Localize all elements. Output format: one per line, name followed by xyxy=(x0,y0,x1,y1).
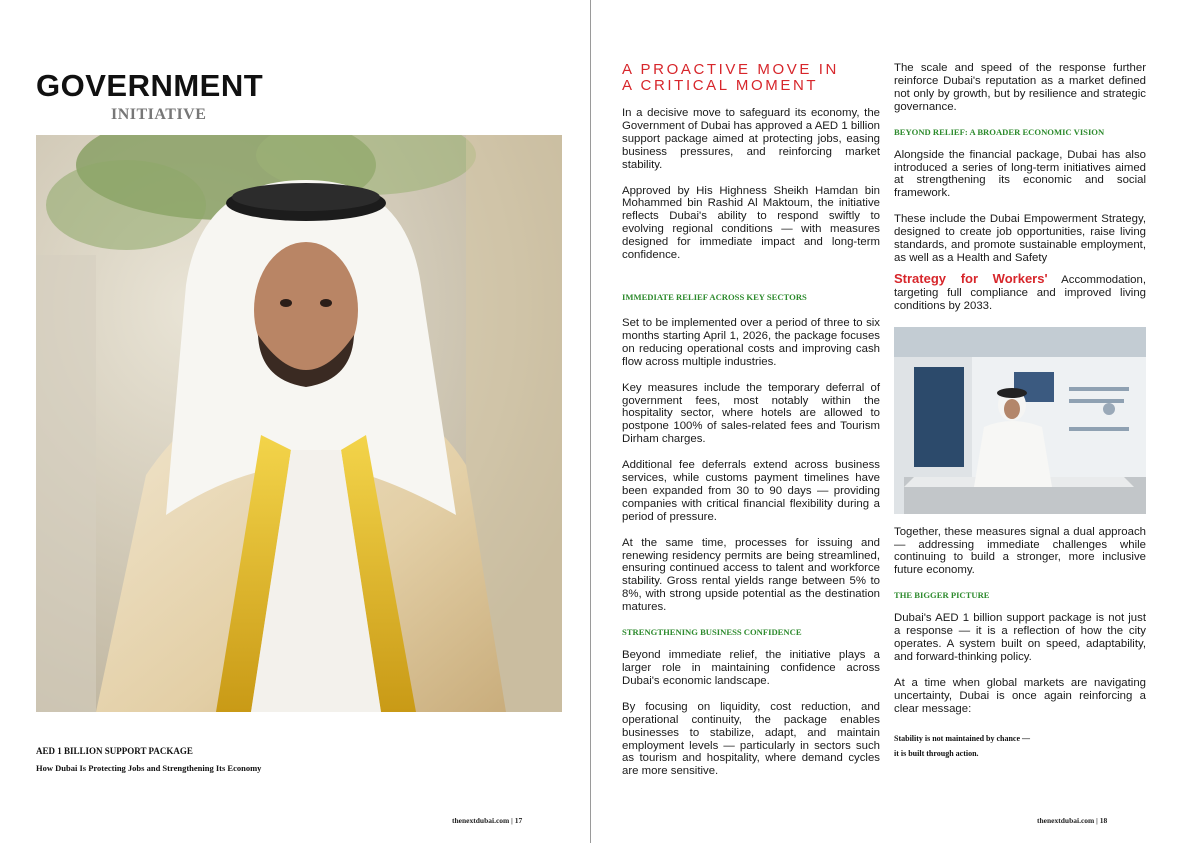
pull-quote-line-2: it is built through action. xyxy=(894,748,979,758)
headline-line-1: A PROACTIVE MOVE IN xyxy=(622,61,839,78)
highlight-text: Strategy for Workers' xyxy=(894,270,1048,286)
section-heading: THE BIGGER PICTURE xyxy=(894,590,990,601)
paragraph: Key measures include the temporary deferral of government fees, most notably within the hospitality sector, where hotels are allowed to postpone 100% of sales-related fees and Tourism Dirham charges. xyxy=(622,381,880,446)
paragraph: By focusing on liquidity, cost reduction, and operational continuity, the package enables businesses to stabilize, adapt, and maintain employment levels — particularly in sectors such as tourism and hospitality, where demand cycles are more sensitive. xyxy=(622,700,880,778)
paragraph: In a decisive move to safeguard its economy, the Government of Dubai has approved a AED 1 billion support package aimed at protecting jobs, easing business pressures, and reinforcing market stability. xyxy=(622,107,880,171)
page-folio-right: thenextdubai.com | 18 xyxy=(1037,816,1108,825)
paragraph: Dubai's AED 1 billion support package is not just a response — it is a reflection of how the city operates. A system built on speed, adaptability, and forward-thinking policy. xyxy=(894,612,1146,663)
paragraph-highlight xyxy=(894,270,1146,313)
portrait-illustration xyxy=(36,135,562,712)
paragraph: At the same time, processes for issuing and renewing residency permits are being streamlined, ensuring continued access to talent and workforce stability. Gross rental yields range between 5% to 8%, with strong upside potential as the destination matures. xyxy=(622,536,880,614)
paragraph: Together, these measures signal a dual approach — addressing immediate challenges while continuing to build a stronger, more inclusive future economy. xyxy=(894,525,1146,577)
section-heading: STRENGTHENING BUSINESS CONFIDENCE xyxy=(622,627,802,638)
page-gutter-divider xyxy=(590,0,591,843)
paragraph: Additional fee deferrals extend across business services, while customs payment timelines have been expanded from 30 to 90 days — providing companies with critical financial flexibility during a period of pressure. xyxy=(622,459,880,523)
section-heading: BEYOND RELIEF: A BROADER ECONOMIC VISION xyxy=(894,126,1105,137)
paragraph-rest: Accommodation, targeting full compliance and improved living conditions by 2033. xyxy=(894,273,1146,312)
exhibition-photo xyxy=(894,327,1146,514)
article-column-2 xyxy=(894,60,1146,764)
headline-line-2: A CRITICAL MOMENT xyxy=(622,77,819,94)
paragraph: Approved by His Highness Sheikh Hamdan bin Mohammed bin Rashid Al Maktoum, the initiative reflects Dubai's ability to respond swiftly to evolving regional conditions — with measures designed for immediate impact and long-term confidence. xyxy=(622,184,880,262)
page-subtitle: INITIATIVE xyxy=(111,106,207,123)
paragraph: Beyond immediate relief, the initiative plays a larger role in maintaining confidence across Dubai's economic landscape. xyxy=(622,649,880,687)
photo-caption-subtitle: How Dubai Is Protecting Jobs and Strengthening Its Economy xyxy=(36,763,262,773)
pull-quote-line-1: Stability is not maintained by chance — xyxy=(894,733,1031,743)
paragraph: Alongside the financial package, Dubai has also introduced a series of long-term initiatives aimed at strengthening its economic and social framework. xyxy=(894,148,1146,200)
photo-caption-title: AED 1 BILLION SUPPORT PACKAGE xyxy=(36,746,193,756)
portrait-photo xyxy=(36,135,562,712)
paragraph: These include the Dubai Empowerment Strategy, designed to create job opportunities, raise living standards, and promote sustainable employment, as well as a Health and Safety xyxy=(894,213,1146,264)
paragraph: Set to be implemented over a period of three to six months starting April 1, 2026, the package focuses on reducing operational costs and improving cash flow across multiple industries. xyxy=(622,316,880,368)
exhibition-illustration xyxy=(894,327,1146,514)
article-headline xyxy=(622,62,880,94)
paragraph: The scale and speed of the response further reinforce Dubai's reputation as a market defined not only by growth, but by resilience and strategic governance. xyxy=(894,62,1146,113)
article-column-1 xyxy=(622,60,880,791)
paragraph: At a time when global markets are navigating uncertainty, Dubai is once again reinforcing a clear message: xyxy=(894,676,1146,715)
section-heading: IMMEDIATE RELIEF ACROSS KEY SECTORS xyxy=(622,291,807,302)
page-folio-left: thenextdubai.com | 17 xyxy=(452,816,523,825)
page-title: GOVERNMENT xyxy=(36,68,264,103)
